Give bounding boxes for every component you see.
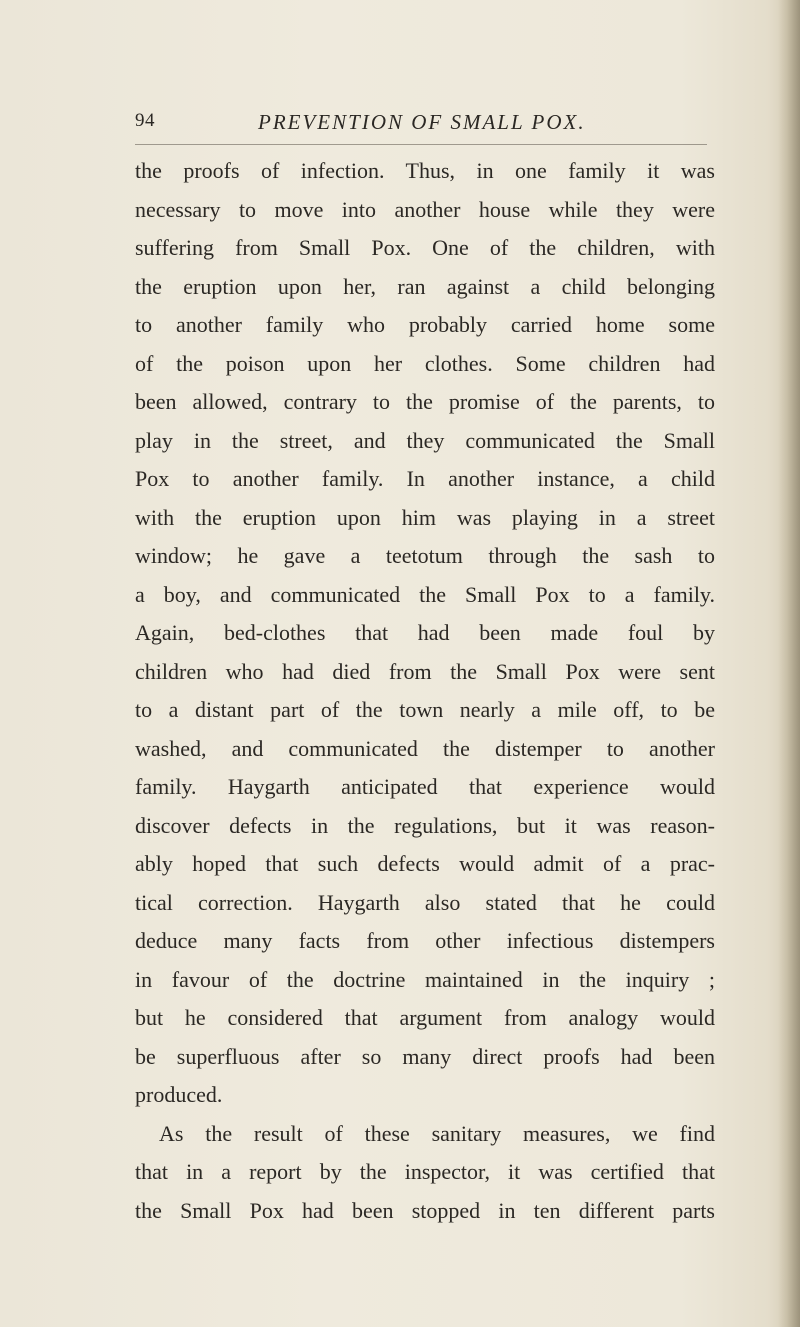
text-line: the eruption upon her, ran against a child belonging: [135, 273, 715, 299]
text-line: of the poison upon her clothes. Some children had: [135, 350, 715, 376]
text-line: tical correction. Haygarth also stated that he could: [135, 889, 715, 915]
running-head: [135, 110, 715, 140]
text-line: that in a report by the inspector, it was certified that: [135, 1159, 715, 1184]
body-text: [135, 152, 715, 1230]
text-line: washed, and communicated the distemper to another: [135, 735, 715, 761]
text-line-paragraph-start: As the result of these sanitary measures, we find: [159, 1120, 715, 1146]
text-line: Pox to another family. In another instance, a child: [135, 466, 715, 491]
text-line: Again, bed-clothes that had been made foul by: [135, 620, 715, 645]
text-line: suffering from Small Pox. One of the children, with: [135, 235, 715, 260]
text-line: been allowed, contrary to the promise of the parents, to: [135, 389, 715, 414]
text-line: to another family who probably carried home some: [135, 312, 715, 337]
text-line: to a distant part of the town nearly a mile off, to be: [135, 697, 715, 722]
text-line: play in the street, and they communicated the Small: [135, 427, 715, 453]
text-line: a boy, and communicated the Small Pox to a family.: [135, 581, 715, 607]
text-line: the Small Pox had been stopped in ten different parts: [135, 1197, 715, 1223]
text-line: window; he gave a teetotum through the sash to: [135, 543, 715, 568]
header-rule: [135, 144, 707, 145]
running-title: PREVENTION OF SMALL POX.: [258, 110, 586, 134]
text-line: but he considered that argument from analogy would: [135, 1005, 715, 1030]
page-edge-shadow: [778, 0, 800, 1327]
text-line-paragraph-end: produced.: [135, 1082, 223, 1107]
text-line: the proofs of infection. Thus, in one family it was: [135, 158, 715, 183]
text-line: with the eruption upon him was playing in a street: [135, 504, 715, 530]
text-line: discover defects in the regulations, but it was reason-: [135, 812, 715, 838]
text-line: in favour of the doctrine maintained in the inquiry ;: [135, 966, 715, 992]
text-line: ably hoped that such defects would admit of a prac-: [135, 851, 715, 876]
text-line: deduce many facts from other infectious distempers: [135, 928, 715, 953]
text-line: necessary to move into another house while they were: [135, 196, 715, 222]
text-line: be superfluous after so many direct proofs had been: [135, 1043, 715, 1069]
text-line: family. Haygarth anticipated that experience would: [135, 774, 715, 799]
text-line: children who had died from the Small Pox were sent: [135, 658, 715, 684]
page-number: 94: [135, 110, 155, 131]
